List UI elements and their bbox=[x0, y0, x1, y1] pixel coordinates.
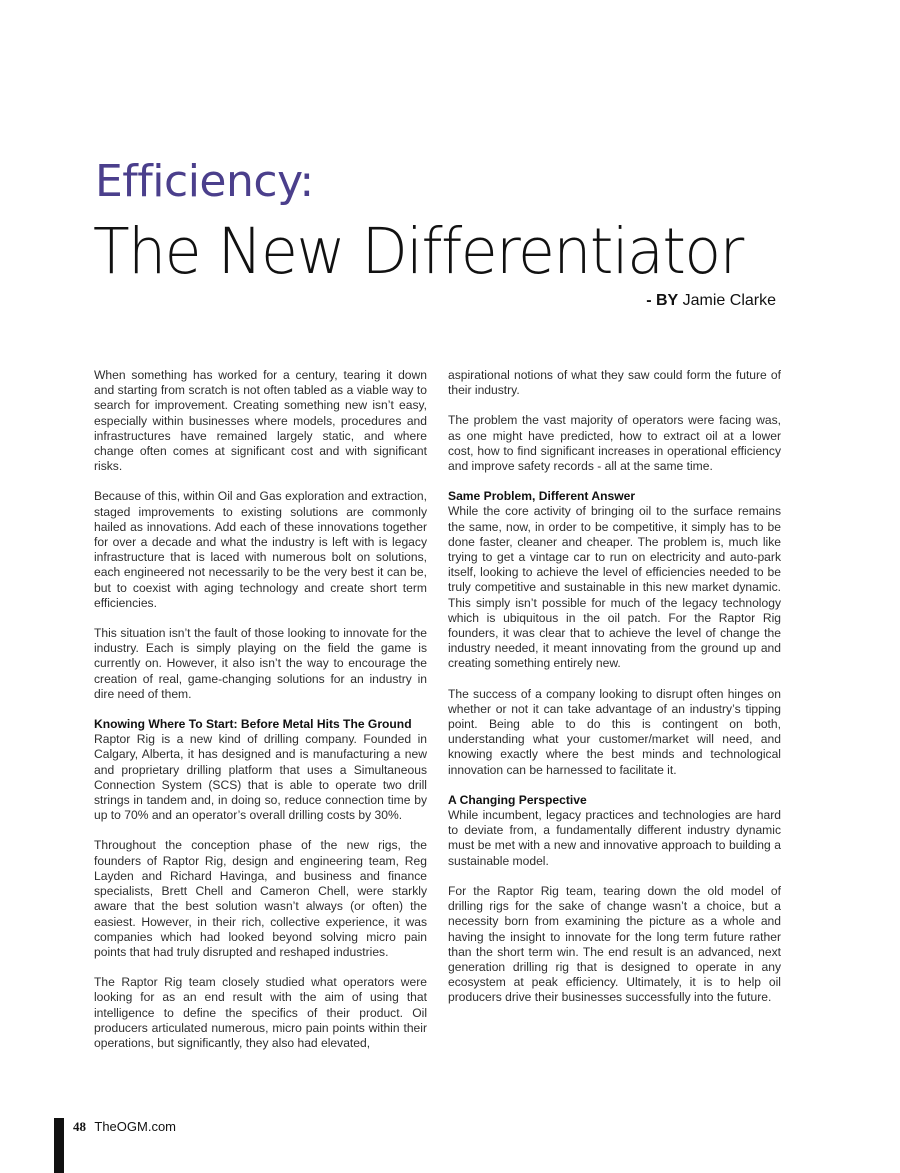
paragraph: When something has worked for a century, tearing it down and starting from scratch is not often tabled as a viable way to search for improvement. Creating something new isn’t easy, especially within businesses where models, procedures and infrastructures have remained largely static, and where change often comes at significant cost and with significant risks. bbox=[94, 368, 427, 474]
paragraph: While incumbent, legacy practices and technologies are hard to deviate from, a fundamentally different industry dynamic must be met with a new and innovative approach to building a sustainable model. bbox=[448, 808, 781, 868]
paragraph: The success of a company looking to disrupt often hinges on whether or not it can take advantage of an industry’s tipping point. Being able to do this is contingent on both, understanding what your customer/market will need, and knowing exactly where the best minds and technological innovation can be harnessed to facilitate it. bbox=[448, 686, 781, 777]
byline-prefix: - BY bbox=[646, 292, 679, 309]
byline bbox=[646, 292, 776, 310]
right-column bbox=[448, 368, 781, 1021]
paragraph: Because of this, within Oil and Gas exploration and extraction, staged improvements to existing solutions are commonly hailed as innovations. Add each of these innovations together for over a decade and what the industry is left with is legacy infrastructure that is laced with numerous bolt on solutions, each engineered not necessarily to be the very best it can be, but to coexist with aging technology and create short term efficiencies. bbox=[94, 489, 427, 610]
footer-bar bbox=[54, 1118, 64, 1173]
section-heading: A Changing Perspective bbox=[448, 792, 587, 807]
article-title-kicker: Efficiency: bbox=[95, 156, 314, 207]
paragraph: Throughout the conception phase of the new rigs, the founders of Raptor Rig, design and engineering team, Reg Layden and Richard Havinga, and business and finance specialists, Brett Chell and Cameron Chell, were starkly aware that the best solution wasn’t always (or often) the easiest. However, in their rich, collective experience, it was companies which had looked beyond solving micro pain points that had truly disrupted and reshaped industries. bbox=[94, 838, 427, 959]
section-heading: Same Problem, Different Answer bbox=[448, 489, 636, 504]
paragraph: Raptor Rig is a new kind of drilling company. Founded in Calgary, Alberta, it has designed and is manufacturing a new and proprietary drilling platform that uses a Simultaneous Connection System (SCS) that is able to operate two drill strings in tandem and, in doing so, reduce connection time by up to 70% and an operator’s overall drilling costs by 30%. bbox=[94, 732, 427, 823]
article-title: The New Differentiator bbox=[93, 215, 743, 289]
paragraph: The Raptor Rig team closely studied what operators were looking for as an end result with the aim of using that intelligence to define the specifics of their product. Oil producers articulated numerous, micro pain points within their operations, but significantly, they also had elevated, bbox=[94, 975, 427, 1050]
paragraph: While the core activity of bringing oil to the surface remains the same, now, in order to be competitive, it simply has to be done faster, cleaner and cheaper. The problem is, much like trying to get a vintage car to run on electricity and auto-park itself, looking to achieve the level of efficiencies needed to be truly competitive and sustainable in this new market dynamic. This simply isn’t possible for much of the legacy technology which is ubiquitous in the oil patch. For the Raptor Rig founders, it was clear that to achieve the level of change the industry needed, it meant innovating from the ground up and creating something entirely new. bbox=[448, 504, 781, 671]
paragraph: The problem the vast majority of operators were facing was, as one might have predicted, how to extract oil at a lower cost, how to find significant increases in operational efficiency and improve safety records - all at the same time. bbox=[448, 413, 781, 474]
paragraph: For the Raptor Rig team, tearing down the old model of drilling rigs for the sake of change wasn’t a choice, but a necessity born from examining the picture as a whole and having the insight to innovate for the long term future rather than the short term win. The end result is an advanced, next generation drilling rig that is designed to operate in any ecosystem at peak efficiency. Ultimately, it is to help oil producers drive their businesses successfully into the future. bbox=[448, 883, 781, 1005]
left-column bbox=[94, 368, 427, 1066]
byline-author: Jamie Clarke bbox=[682, 292, 776, 309]
page-number: 48 bbox=[73, 1119, 86, 1134]
paragraph: aspirational notions of what they saw could form the future of their industry. bbox=[448, 368, 781, 398]
footer bbox=[73, 1119, 176, 1135]
footer-site: TheOGM.com bbox=[94, 1119, 177, 1134]
section-heading: Knowing Where To Start: Before Metal Hits The Ground bbox=[94, 717, 412, 732]
paragraph: This situation isn’t the fault of those looking to innovate for the industry. Each is simply playing on the field the game is currently on. However, it also isn’t the way to encourage the creation of real, game-changing solutions for an industry in dire need of them. bbox=[94, 626, 427, 701]
